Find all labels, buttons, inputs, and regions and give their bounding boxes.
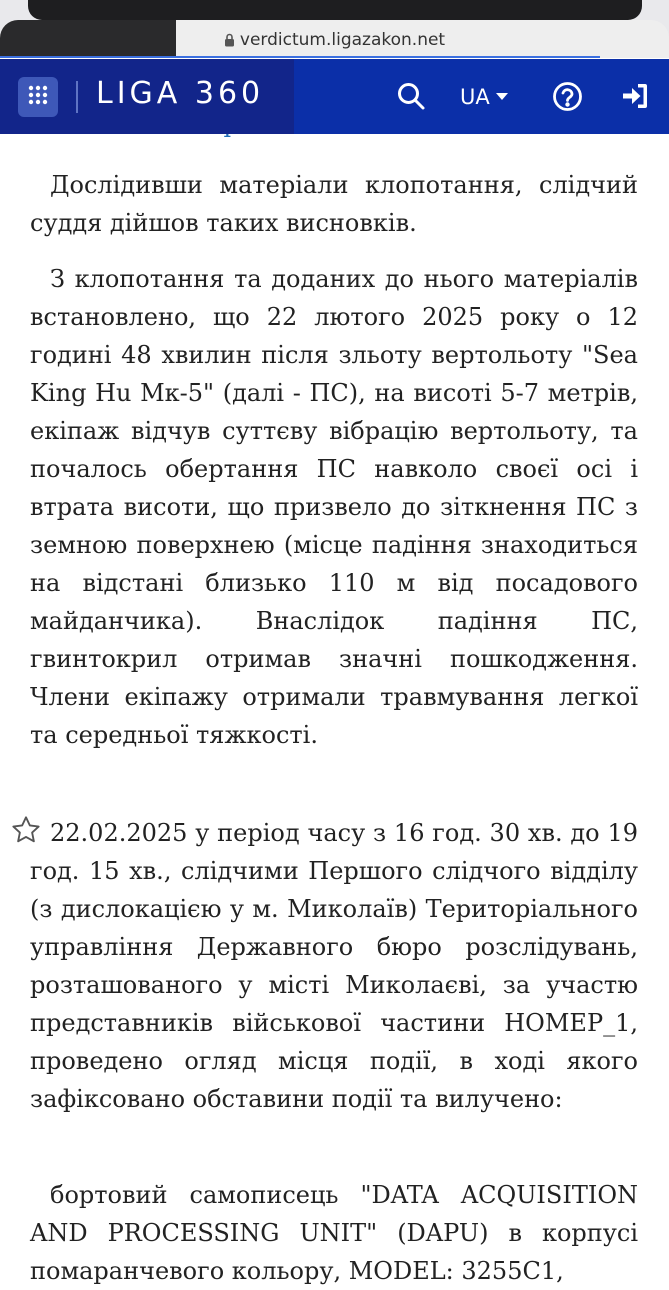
app-header <box>0 59 669 134</box>
page-load-progress <box>0 56 600 58</box>
paragraph-1: Дослідивши матеріали клопотання, слідчий суддя дійшов таких висновків. <box>30 171 638 237</box>
caret-down-icon <box>496 82 508 106</box>
language-selector[interactable] <box>460 82 508 109</box>
browser-top-bar <box>28 0 642 20</box>
paragraph-3: 22.02.2025 у період часу з 16 год. 30 хв. до 19 год. 15 хв., слідчими Першого слідчого відділу (з дислокацією у м. Миколаїв) Територіального управління Державного бюро розслідувань, розташованого у місті Миколаєві, за участю представників військової частини НОМЕР_1, проведено огляд місця події, в ході якого зафіксовано обставини події та вилучено: <box>30 819 638 1113</box>
brand-area <box>0 59 294 134</box>
search-icon[interactable] <box>396 81 426 115</box>
language-label: UA <box>460 85 490 109</box>
paragraph-4: бортовий самописець "DATA ACQUISITION AND PROCESSING UNIT" (DAPU) в корпусі помаранчевого кольору, MODEL: 3255С1, <box>30 1181 638 1285</box>
paragraph-2: З клопотання та доданих до нього матеріалів встановлено, що 22 лютого 2025 року о 12 годині 48 хвилин після зльоту вертольоту "Sea King Hu Мк-5" (далі - ПС), на висоті 5-7 метрів, екіпаж відчув суттєву вібрацію вертольоту, та почалось обертання ПС навколо своєї осі і втрата висоти, що призвело до зіткнення ПС з земною поверхнею (місце падіння знаходиться на відстані близько 110 м від посадового майданчика). Внаслідок падіння ПС, гвинтокрил отримав значні пошкодження. Члени екіпажу отримали травмування легкої та середньої тяжкості. <box>30 265 638 749</box>
help-icon[interactable] <box>552 81 583 116</box>
brand-divider <box>76 81 78 113</box>
url-text: verdictum.ligazakon.net <box>239 30 446 50</box>
address-bar[interactable] <box>0 30 669 52</box>
apps-menu-button[interactable] <box>18 77 58 117</box>
lock-icon <box>224 32 235 52</box>
login-icon[interactable] <box>620 81 650 115</box>
brand-logo[interactable]: LIGA 360 <box>96 76 265 111</box>
grid-icon <box>27 84 49 110</box>
browser-chrome <box>0 0 669 58</box>
